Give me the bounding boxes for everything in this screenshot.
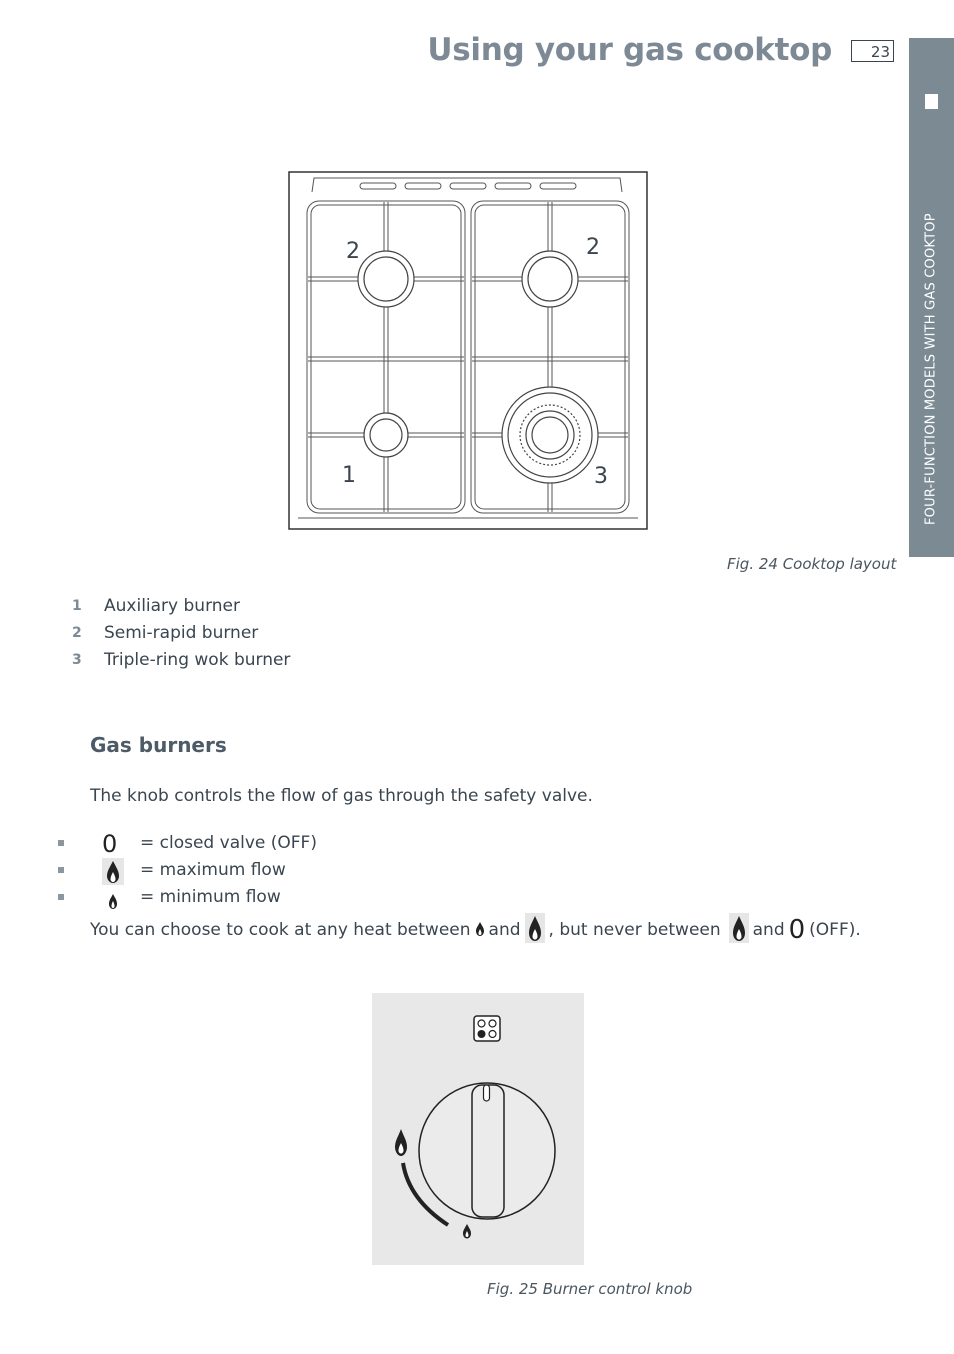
range-text: You can choose to cook at any heat between bbox=[90, 920, 471, 940]
range-text: (OFF). bbox=[809, 920, 861, 940]
legend-label: Auxiliary burner bbox=[104, 595, 240, 616]
legend-item bbox=[72, 646, 290, 673]
legend-number: 3 bbox=[72, 651, 82, 668]
large-flame-icon bbox=[102, 858, 124, 885]
off-zero-icon: 0 bbox=[102, 830, 118, 858]
legend-label: Triple-ring wok burner bbox=[104, 649, 291, 670]
small-flame-icon bbox=[463, 1224, 471, 1239]
page-number: 23 bbox=[851, 40, 894, 62]
range-text: , but never between bbox=[548, 920, 721, 940]
cooktop-layout-diagram bbox=[288, 170, 650, 532]
burner-label-top-right: 2 bbox=[586, 235, 600, 260]
section-heading: Gas burners bbox=[90, 733, 227, 757]
cooktop-burner-indicator-icon bbox=[474, 1016, 500, 1041]
bullet-marker bbox=[58, 894, 64, 900]
legend-number: 1 bbox=[72, 597, 82, 614]
small-flame-icon bbox=[475, 919, 485, 942]
bullet-marker bbox=[58, 840, 64, 846]
control-knob bbox=[419, 1083, 555, 1219]
range-text: and bbox=[488, 920, 521, 940]
burner-legend bbox=[72, 592, 290, 673]
large-flame-icon bbox=[729, 913, 749, 948]
burner-label-bottom-right: 3 bbox=[594, 464, 608, 489]
legend-number: 2 bbox=[72, 624, 82, 641]
figure-25-caption: Fig. 25 Burner control knob bbox=[487, 1280, 693, 1298]
heat-range-sentence bbox=[90, 914, 861, 946]
small-flame-icon bbox=[102, 885, 124, 912]
symbol-description: = closed valve (OFF) bbox=[140, 833, 317, 853]
off-zero-icon: 0 bbox=[788, 915, 806, 945]
burner-control-knob-diagram bbox=[372, 993, 584, 1265]
legend-item bbox=[72, 592, 290, 619]
side-tab-label: FOUR-FUNCTION MODELS WITH GAS COOKTOP bbox=[923, 213, 939, 525]
symbol-description: = maximum flow bbox=[140, 860, 286, 880]
range-text: and bbox=[752, 920, 785, 940]
large-flame-icon bbox=[395, 1129, 407, 1156]
burner-label-bottom-left: 1 bbox=[342, 463, 356, 488]
figure-24-caption: Fig. 24 Cooktop layout bbox=[727, 555, 897, 573]
section-side-tab bbox=[909, 38, 954, 557]
burner-label-top-left: 2 bbox=[346, 239, 360, 264]
page-title: Using your gas cooktop bbox=[427, 32, 832, 68]
large-flame-icon bbox=[525, 913, 545, 948]
symbol-description: = minimum flow bbox=[140, 887, 281, 907]
tab-marker-square bbox=[925, 94, 938, 109]
legend-item bbox=[72, 619, 290, 646]
legend-label: Semi-rapid burner bbox=[104, 622, 259, 643]
intro-paragraph: The knob controls the flow of gas through the safety valve. bbox=[90, 786, 593, 806]
bullet-marker bbox=[58, 867, 64, 873]
